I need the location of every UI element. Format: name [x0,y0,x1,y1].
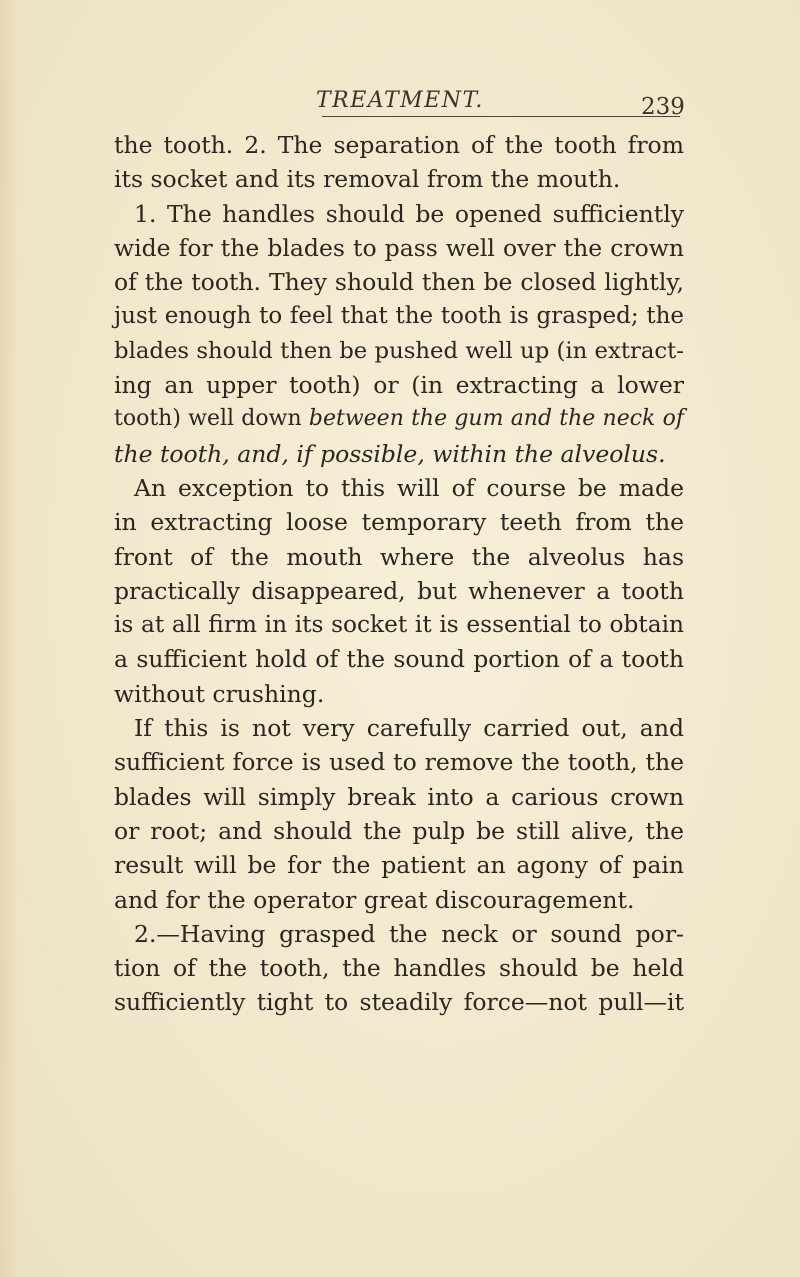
text-line: tion of the tooth, the handles should be held [114,954,684,983]
text-line: practically disappeared, but whenever a tooth [114,576,684,605]
text-line: is at all firm in its socket it is essential to obtain [114,611,684,639]
text-line [114,402,684,436]
text-line: a sufficient hold of the sound portion of a tooth [114,645,684,674]
running-title: TREATMENT. [316,88,484,113]
text-run: tooth) well down [114,406,309,432]
text-line: in extracting loose temporary teeth from the [114,508,684,537]
header-rule [322,116,680,117]
text-line: the tooth. 2. The separation of the tooth from [114,131,684,159]
text-line: result will be for the patient an agony of pain [114,851,684,880]
page-gutter-shadow [0,0,18,1277]
text-line: and for the operator great discouragement. [114,885,635,914]
text-line: blades will simply break into a carious crown [114,782,684,811]
emphasis-text: between the gum and the neck of [308,406,685,432]
text-line: front of the mouth where the alveolus has [114,542,684,571]
text-line: blades should then be pushed well up (in extract- [114,337,684,364]
text-line: 1. The handles should be opened sufficiently [134,199,684,228]
text-line: just enough to feel that the tooth is grasped; the [114,303,684,330]
running-head [0,74,800,120]
text-line: sufficient force is used to remove the tooth, the [114,748,684,777]
text-line: the tooth, and, if possible, within the alveolus. [114,439,666,468]
text-line: or root; and should the pulp be still alive, the [114,816,684,845]
text-line: An exception to this will of course be made [134,473,684,502]
text-line: sufficiently tight to steadily force—not pull—it [114,988,684,1017]
text-line: 2.—Having grasped the neck or sound por- [134,919,684,948]
page-number: 239 [641,94,685,120]
text-line: its socket and its removal from the mouth. [114,165,621,194]
text-line: wide for the blades to pass well over the crown [114,233,684,262]
text-line: without crushing. [114,679,325,708]
text-line: of the tooth. They should then be closed lightly, [114,268,684,297]
text-line: ing an upper tooth) or (in extracting a lower [114,371,684,400]
body-text [114,128,684,1020]
text-line: If this is not very carefully carried out, and [134,714,684,743]
